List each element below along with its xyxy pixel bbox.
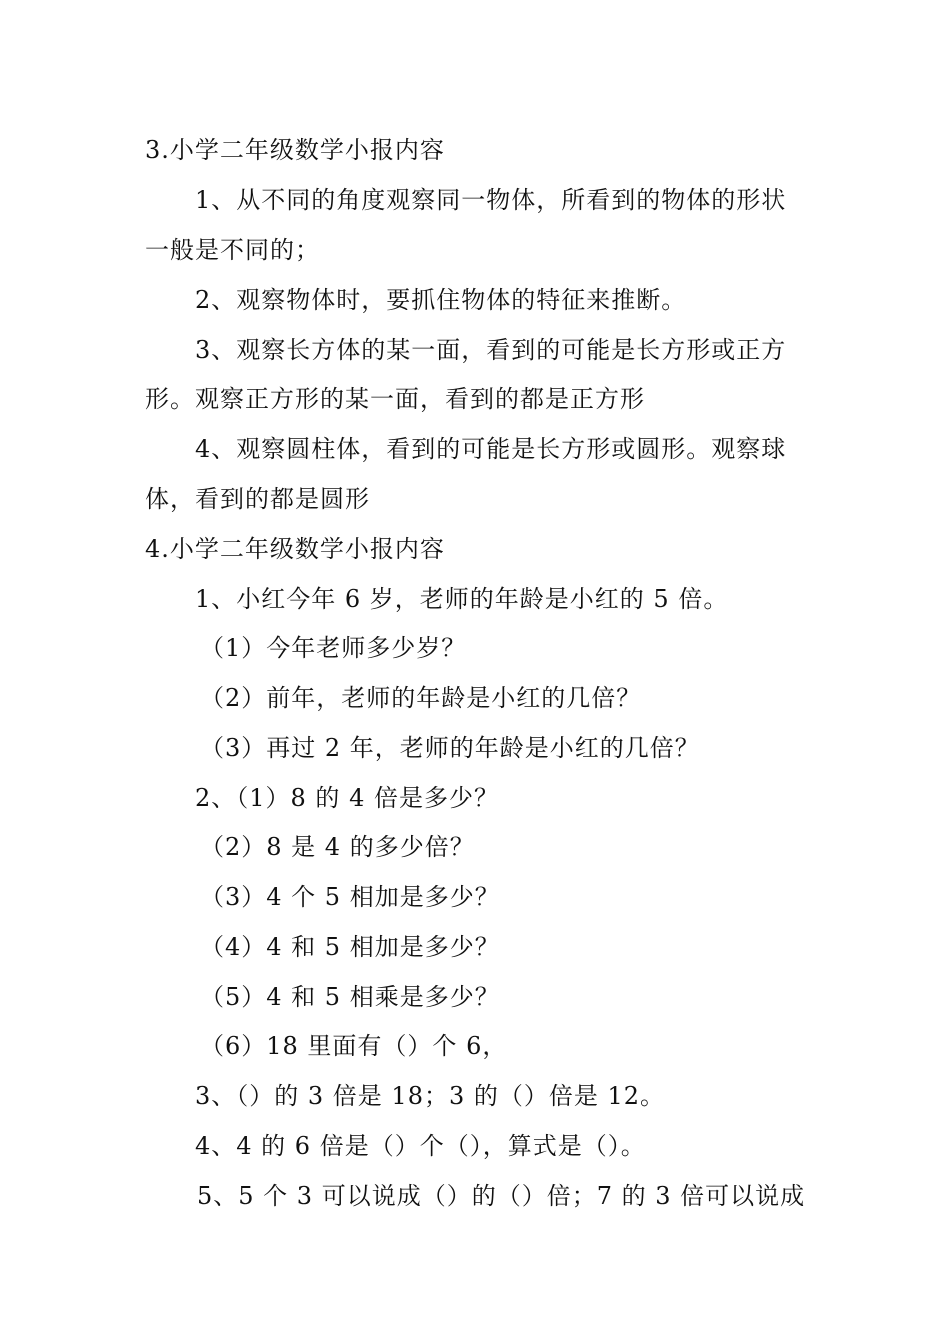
question-5: 5、5 个 3 可以说成（）的（）倍；7 的 3 倍可以说成 — [197, 1182, 806, 1210]
paragraph-4-line-2: 体，看到的都是圆形 — [145, 485, 370, 513]
question-1: 1、小红今年 6 岁，老师的年龄是小红的 5 倍。 — [195, 585, 729, 613]
question-2: 2、（1）8 的 4 倍是多少？ — [195, 784, 499, 812]
section-3-heading: 3.小学二年级数学小报内容 — [145, 136, 445, 164]
question-3: 3、（）的 3 倍是 18；3 的（）倍是 12。 — [195, 1082, 666, 1110]
question-2-sub-3: （3）4 个 5 相加是多少？ — [200, 883, 500, 911]
paragraph-1-line-2: 一般是不同的； — [145, 236, 320, 264]
paragraph-3-line-1: 3、观察长方体的某一面，看到的可能是长方形或正方 — [195, 336, 787, 364]
question-4: 4、4 的 6 倍是（）个（），算式是（）。 — [195, 1132, 646, 1160]
question-1-sub-2: （2）前年，老师的年龄是小红的几倍？ — [200, 684, 642, 712]
question-1-sub-1: （1）今年老师多少岁？ — [200, 634, 467, 662]
paragraph-4-line-1: 4、观察圆柱体，看到的可能是长方形或圆形。观察球 — [195, 435, 787, 463]
paragraph-1-line-1: 1、从不同的角度观察同一物体，所看到的物体的形状 — [195, 186, 787, 214]
paragraph-3-line-2: 形。观察正方形的某一面，看到的都是正方形 — [145, 385, 645, 413]
question-2-sub-6: （6）18 里面有（）个 6， — [200, 1032, 508, 1060]
question-1-sub-3: （3）再过 2 年，老师的年龄是小红的几倍？ — [200, 734, 700, 762]
question-2-sub-5: （5）4 和 5 相乘是多少？ — [200, 983, 500, 1011]
question-2-sub-4: （4）4 和 5 相加是多少？ — [200, 933, 500, 961]
section-4-heading: 4.小学二年级数学小报内容 — [145, 535, 445, 563]
paragraph-2: 2、观察物体时，要抓住物体的特征来推断。 — [195, 286, 687, 314]
question-2-sub-2: （2）8 是 4 的多少倍？ — [200, 833, 475, 861]
